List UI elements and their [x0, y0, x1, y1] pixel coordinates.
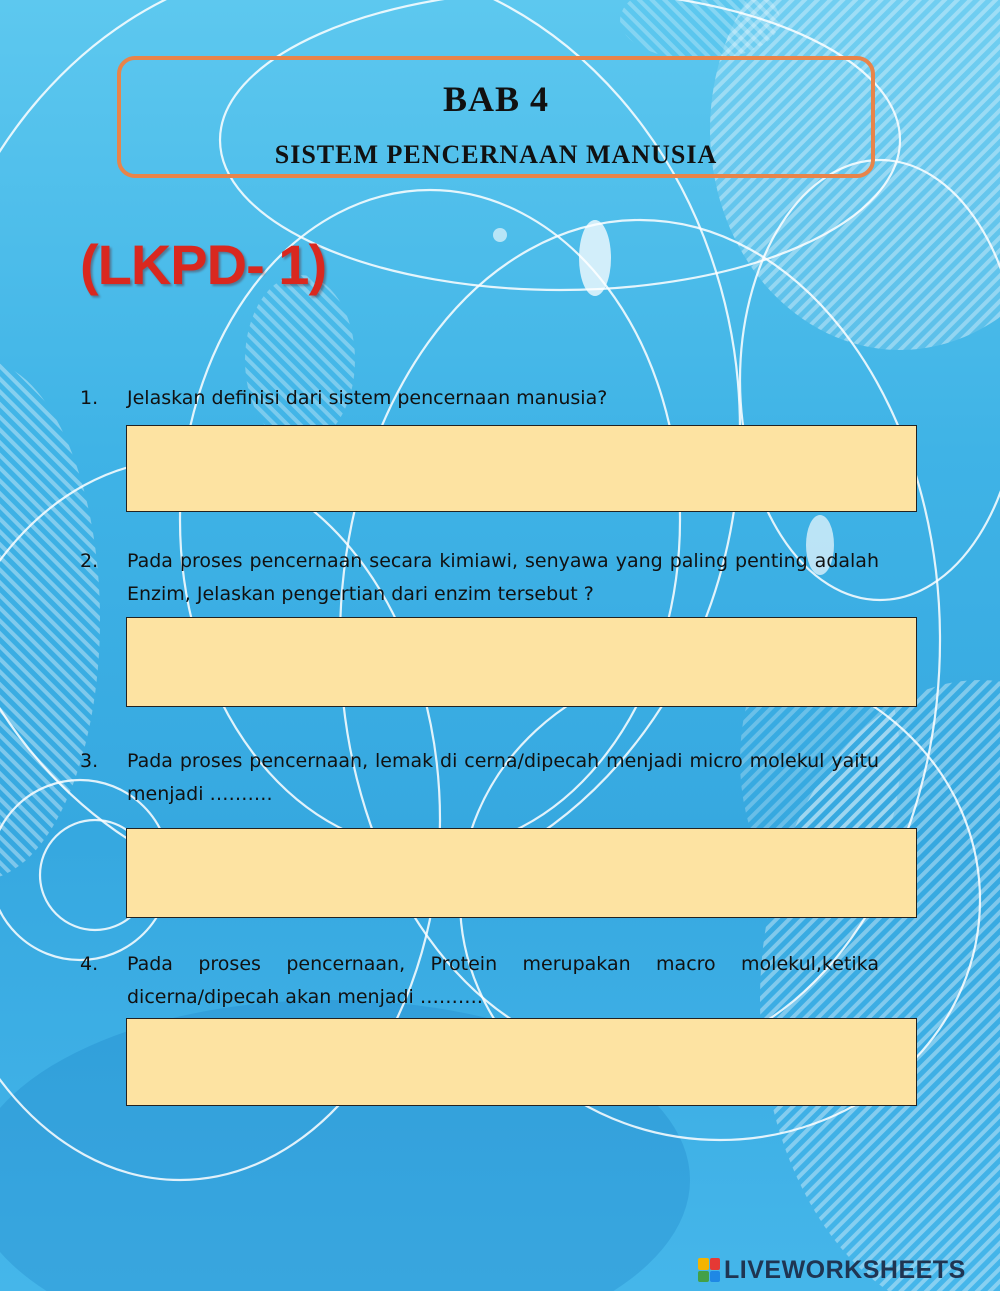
question-text-1: Jelaskan definisi dari sistem pencernaan manusia?: [127, 387, 608, 409]
answer-box-1[interactable]: [126, 425, 917, 512]
question-text-4: Pada proses pencernaan, Protein merupakan macro molekul,ketika dicerna/dipecah akan menjadi ……….: [127, 953, 879, 1008]
question-number-2: 2.: [80, 550, 99, 572]
liveworksheets-logo-icon: [698, 1258, 720, 1282]
chapter-title: BAB 4: [442, 79, 550, 119]
topic-title: SISTEM PENCERNAAN MANUSIA: [274, 140, 718, 169]
question-text-2: Pada proses pencernaan secara kimiawi, senyawa yang paling penting adalah Enzim, Jelaskan pengertian dari enzim tersebut ?: [127, 550, 879, 605]
question-number-4: 4.: [80, 953, 99, 975]
answer-box-3[interactable]: [126, 828, 917, 918]
question-text-3: Pada proses pencernaan, lemak di cerna/dipecah menjadi micro molekul yaitu menjadi ……….: [127, 750, 879, 805]
liveworksheets-brand: [698, 1256, 966, 1284]
answer-box-4[interactable]: [126, 1018, 917, 1106]
worksheet-label: (LKPD- 1): [80, 233, 327, 296]
question-number-3: 3.: [80, 750, 99, 772]
question-number-1: 1.: [80, 387, 99, 409]
title-box: [117, 56, 875, 178]
brand-name: LIVEWORKSHEETS: [724, 1255, 966, 1284]
answer-box-2[interactable]: [126, 617, 917, 707]
